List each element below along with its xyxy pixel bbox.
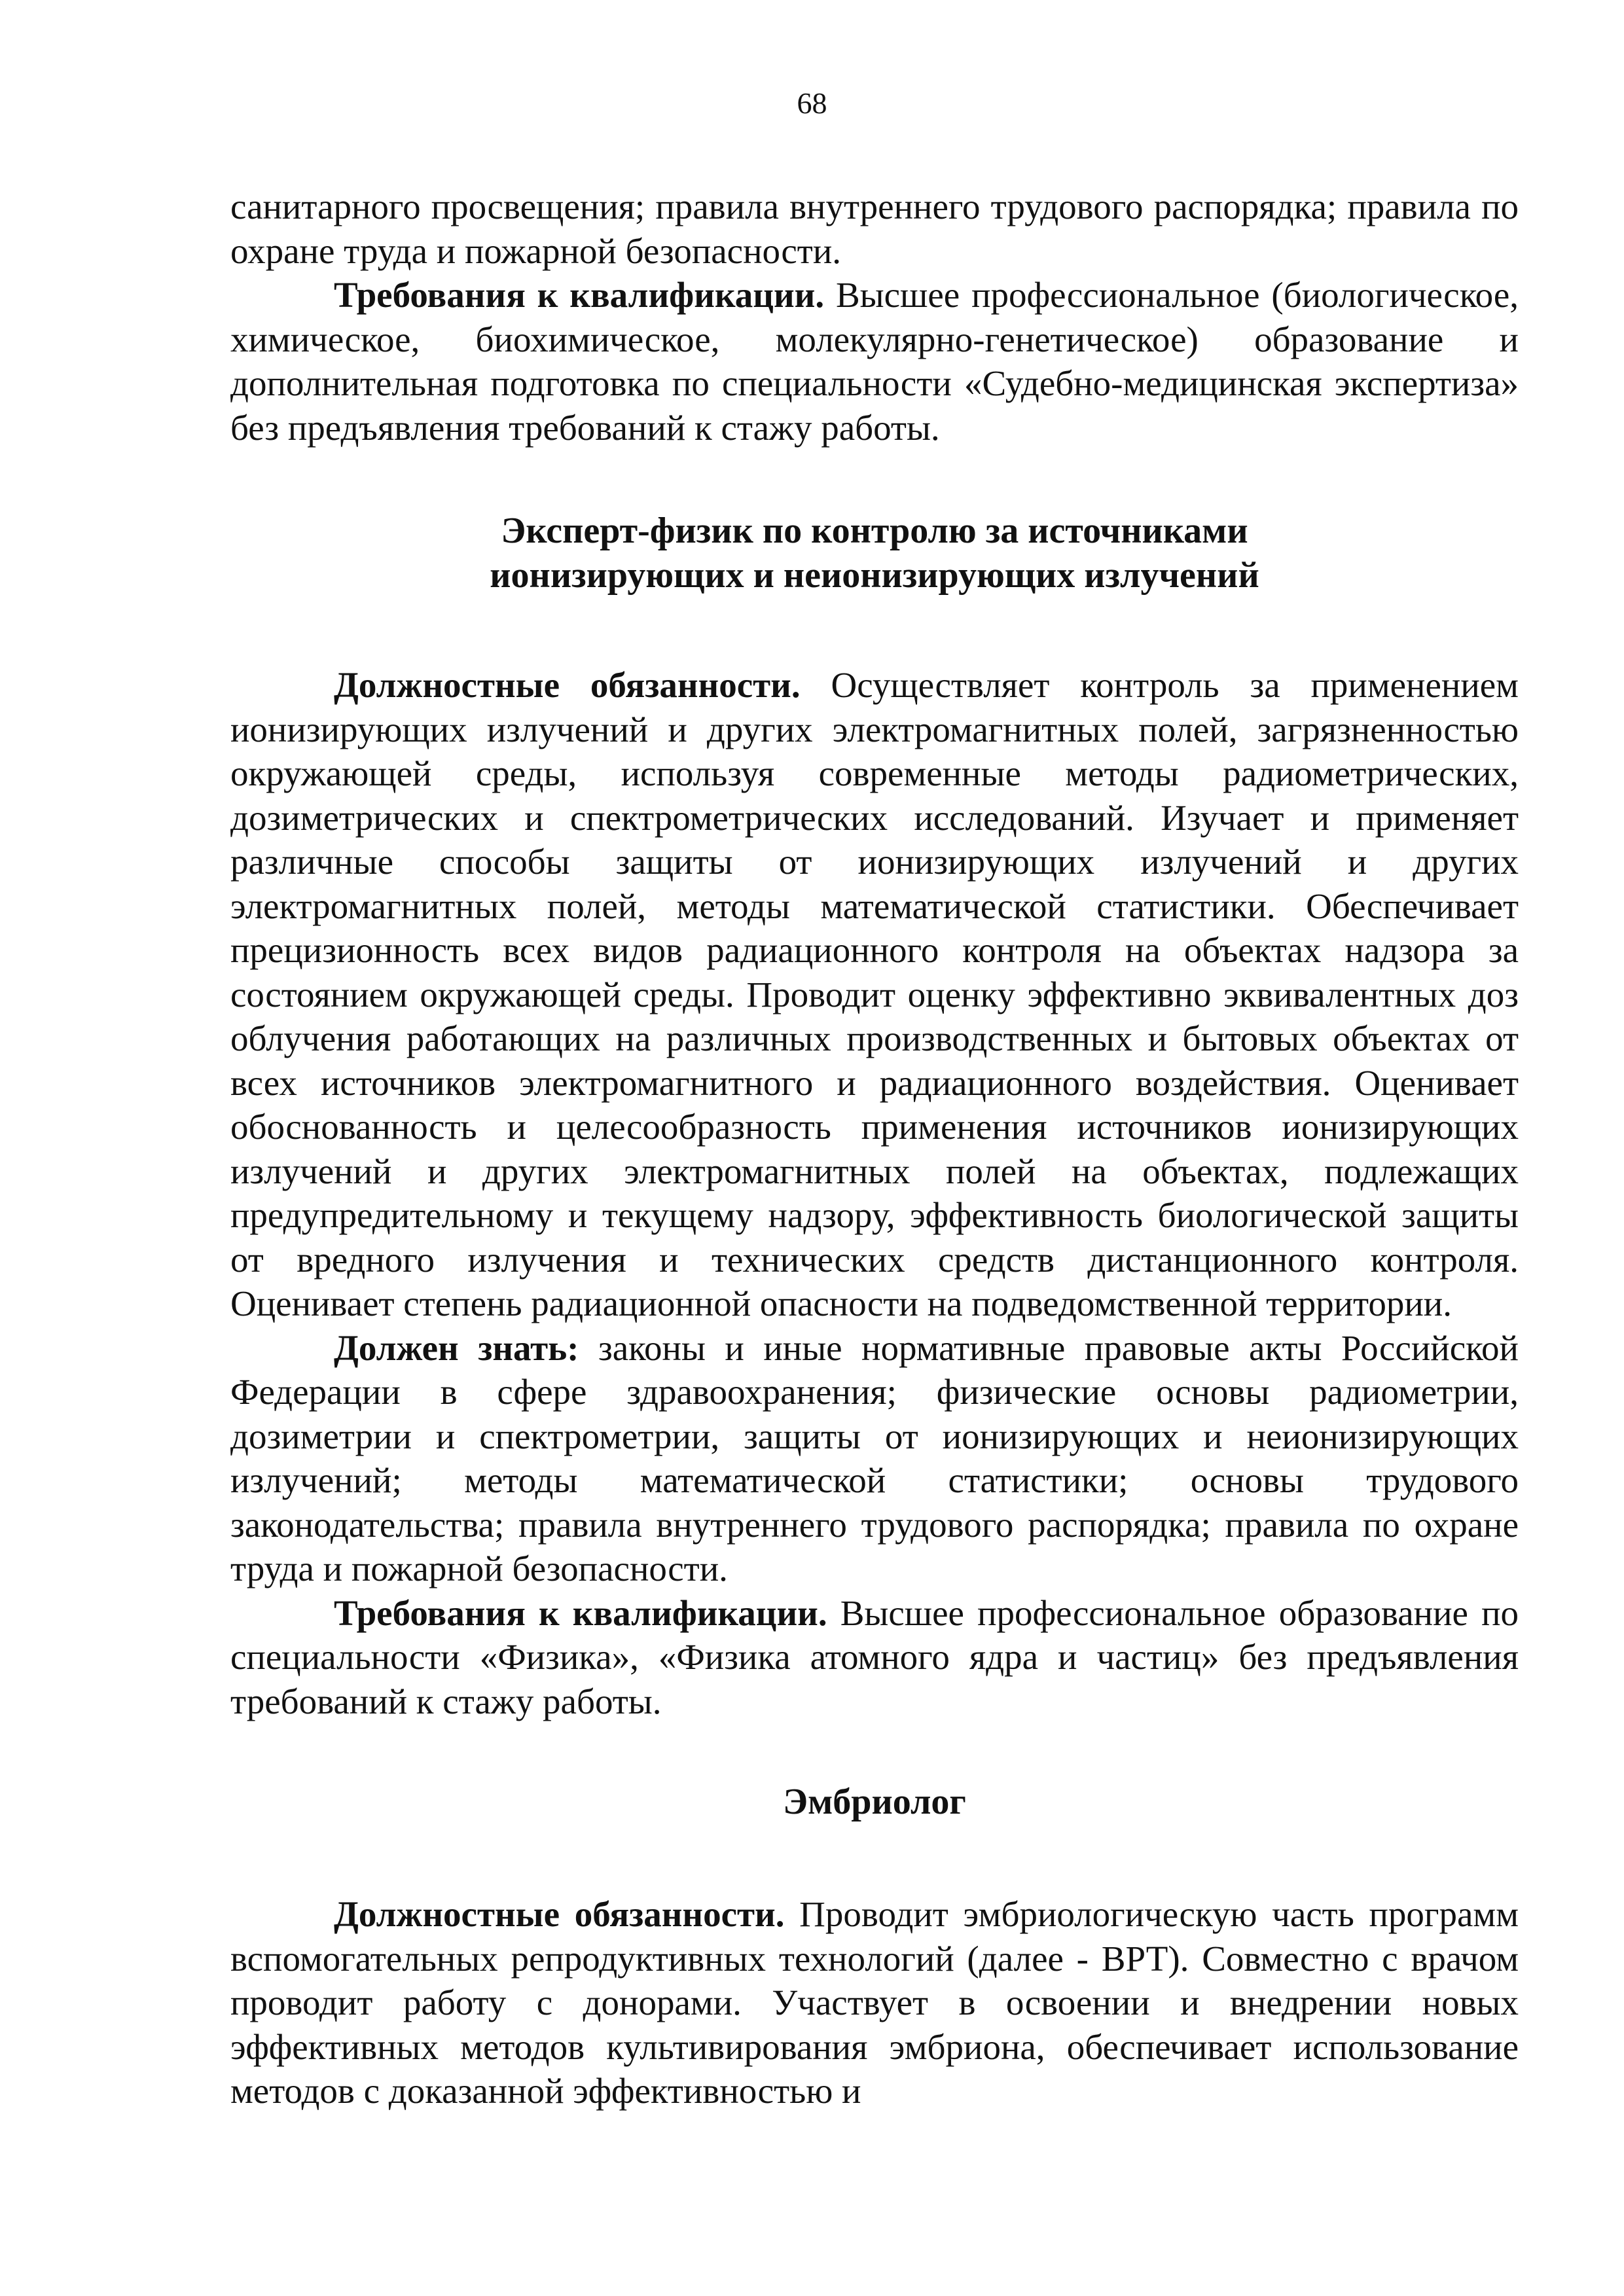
expert-physicist-qualification-paragraph xyxy=(230,1591,1519,1724)
prev-qualification-label: Требования к квалификации. xyxy=(334,275,825,315)
expert-physicist-qualification-text: Высшее профессиональное образование по специальности «Физика», «Физика атомного ядра и частиц» без предъявления требований к стажу работы. xyxy=(230,1592,1519,1721)
continuation-paragraph: санитарного просвещения; правила внутреннего трудового распорядка; правила по охране труда и пожарной безопасности. xyxy=(230,187,1519,271)
embryologist-duties-text: Проводит эмбриологическую часть программ вспомогательных репродуктивных технологий (далее - ВРТ). Совместно с врачом проводит работу с донорами. Участвует в освоении и внедрении новых эффективных методов культивирования эмбриона, обеспечивает использование методов с доказанной эффективностью и xyxy=(230,1894,1519,2111)
expert-physicist-duties-text: Осуществляет контроль за применением ионизирующих излучений и других электромагнитных полей, загрязненностью окружающей среды, используя современные методы радиометрических, дозиметрических и спектрометрических исследований. Изучает и применяет различные способы защиты от ионизирующих излучений и других электромагнитных полей, методы математической статистики. Обеспечивает прецизионность всех видов радиационного контроля на объектах надзора за состоянием окружающей среды. Проводит оценку эффективно эквивалентных доз облучения работающих на различных производственных и бытовых объектах от всех источников электромагнитного и радиационного воздействия. Оценивает обоснованность и целесообразность применения источников ионизирующих излучений и других электромагнитных полей на объектах, подлежащих предупредительному и текущему надзору, эффективность биологической защиты от вредного излучения и технических средств дистанционного контроля. Оценивает степень радиационной опасности на подведомственной территории. xyxy=(230,665,1519,1323)
expert-physicist-duties-label: Должностные обязанности. xyxy=(334,665,801,705)
expert-physicist-duties-paragraph xyxy=(230,663,1519,1326)
expert-physicist-qualification-label: Требования к квалификации. xyxy=(334,1592,827,1633)
page-number: 68 xyxy=(797,86,827,120)
expert-physicist-heading-line2: ионизирующих и неионизирующих излучений xyxy=(490,555,1259,596)
expert-physicist-knowledge-text: законы и иные нормативные правовые акты Российской Федерации в сфере здравоохранения; физические основы радиометрии, дозиметрии и спектрометрии, защиты от ионизирующих и неионизирующих излучений; методы математической статистики; основы трудового законодательства; правила внутреннего трудового распорядка; правила по охране труда и пожарной безопасности. xyxy=(230,1327,1519,1588)
expert-physicist-knowledge-paragraph xyxy=(230,1326,1519,1591)
document-body xyxy=(230,185,1519,2113)
embryologist-heading: Эмбриолог xyxy=(783,1782,966,1822)
prev-qualification-text: Высшее профессиональное (биологическое, химическое, биохимическое, молекулярно-генетическое) образование и дополнительная подготовка по специальности «Судебно-медицинская экспертиза» без предъявления требований к стажу работы. xyxy=(230,275,1519,448)
embryologist-duties-label: Должностные обязанности. xyxy=(334,1894,785,1934)
embryologist-duties-paragraph xyxy=(230,1892,1519,2113)
prev-qualification-paragraph xyxy=(230,273,1519,450)
expert-physicist-heading-line1: Эксперт-физик по контролю за источниками xyxy=(501,511,1248,551)
expert-physicist-knowledge-label: Должен знать: xyxy=(334,1327,579,1368)
